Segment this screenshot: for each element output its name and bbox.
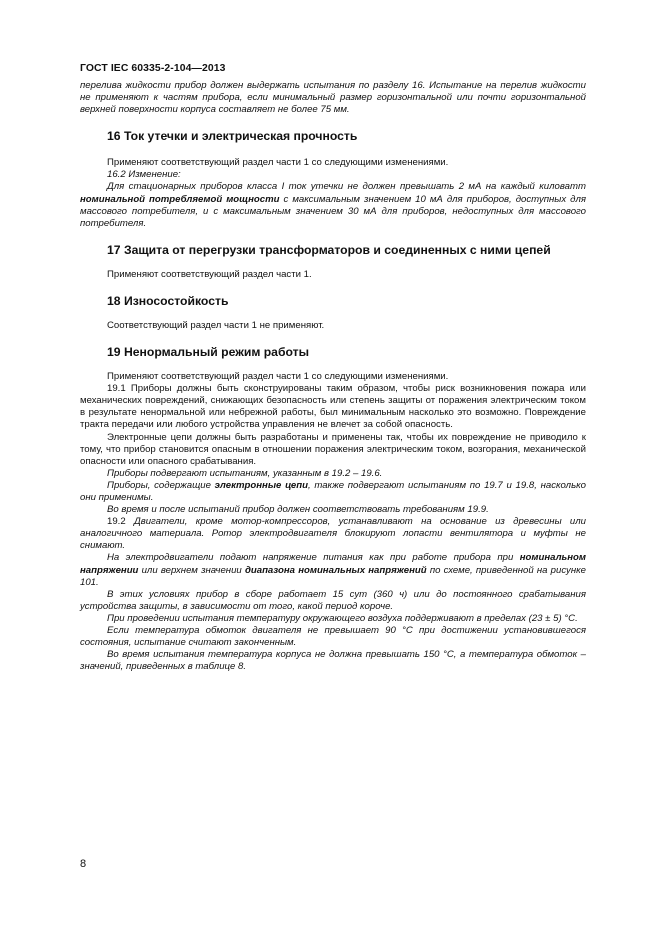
text-run: или верхнем значении <box>138 564 245 576</box>
defined-term: диапазона номинальных напряжений <box>244 564 427 576</box>
defined-term: номинальном напряжении <box>80 552 586 576</box>
section-19-paragraph-5 <box>80 480 586 504</box>
section-19-paragraph-8 <box>80 552 586 588</box>
section-19-paragraph-11: Если температура обмоток двигателя не превышает 90 °С при достижении установившегося состояния, испытание считают законченным. <box>80 625 586 649</box>
section-17-title: 17 Защита от перегрузки трансформаторов и соединенных с ними цепей <box>107 242 551 257</box>
text-run: Двигатели, кроме мотор-компрессоров, устанавливают на основание из древесины или аналогичного материала. Ротор электродвигателя блокируют лопасти вентилятора и муфты не снимают. <box>80 516 586 552</box>
section-19-paragraph-3: Электронные цепи должны быть разработаны и применены так, чтобы их повреждение не приводило к тому, что прибор становится опасным в отношении поражения электрическим током, возгорания, механической опасности или опасного срабатывания. <box>80 431 586 467</box>
section-18-title: 18 Износостойкость <box>107 293 229 308</box>
text-run: Для стационарных приборов класса I ток утечки не должен превышать 2 мА на каждый киловатт <box>107 181 586 193</box>
text-run: , также подвергают испытаниям по 19.7 и 19.8, насколько они применимы. <box>80 479 586 503</box>
section-19-paragraph-4: Приборы подвергают испытаниям, указанным в 19.2 – 19.6. <box>107 467 383 479</box>
document-header: ГОСТ IEC 60335-2-104—2013 <box>80 63 226 74</box>
section-19-paragraph-6: Во время и после испытаний прибор должен соответствовать требованиям 19.9. <box>107 504 489 516</box>
text-run: с максимальным значением 10 мА для приборов, доступных для массового потребителя, и с максимальным значением 30 мА для приборов, недоступных для массового потребителя. <box>80 193 586 229</box>
text-run: На электродвигатели подают напряжение питания как при работе прибора при <box>107 552 520 564</box>
section-19-paragraph-2: 19.1 Приборы должны быть сконструированы таким образом, чтобы риск возникновения пожара или механических повреждений, снижающих безопасность или степень защиты от поражения электрическим током в результате ненормальной или небрежной работы, был минимальным насколько это возможно. Повреждение тракта передачи или любого устройства управления не влечет за собой опасность. <box>80 383 586 431</box>
section-17-paragraph-1: Применяют соответствующий раздел части 1. <box>107 268 312 280</box>
section-19-paragraph-9: В этих условиях прибор в сборе работает 15 сут (360 ч) или до постоянного срабатывания устройства защиты, в зависимости от того, какой период короче. <box>80 588 586 612</box>
text-run: Приборы, содержащие <box>107 479 215 491</box>
section-19-paragraph-1: Применяют соответствующий раздел части 1 со следующими изменениями. <box>107 371 449 383</box>
text-run: 19.2 <box>107 516 134 528</box>
section-18-paragraph-1: Соответствующий раздел части 1 не применяют. <box>107 319 325 331</box>
section-16-title: 16 Ток утечки и электрическая прочность <box>107 129 358 144</box>
section-19-paragraph-7 <box>80 516 586 552</box>
section-16-paragraph-2: 16.2 Изменение: <box>107 169 181 181</box>
intro-paragraph: перелива жидкости прибор должен выдержать испытания по разделу 16. Испытание на перелив жидкости не применяют к частям прибора, если минимальный размер горизонтальной или почти горизонтальной верхней поверхности корпуса составляет не более 75 мм. <box>80 80 586 116</box>
section-16-paragraph-1: Применяют соответствующий раздел части 1 со следующими изменениями. <box>107 157 449 169</box>
document-body <box>80 80 586 673</box>
defined-term: номинальной потребляемой мощности <box>80 193 280 205</box>
page-number: 8 <box>80 858 87 870</box>
section-19-paragraph-12: Во время испытания температура корпуса не должна превышать 150 °С, а температура обмоток – значений, приведенных в таблице 8. <box>80 649 586 673</box>
section-19-paragraph-10: При проведении испытания температуру окружающего воздуха поддерживают в пределах (23 ± 5) °С. <box>107 612 578 624</box>
section-16-paragraph-3 <box>80 181 586 229</box>
section-19-title: 19 Ненормальный режим работы <box>107 345 309 360</box>
defined-term: электронные цепи <box>214 479 308 491</box>
text-run: по схеме, приведенной на рисунке 101. <box>80 564 586 588</box>
